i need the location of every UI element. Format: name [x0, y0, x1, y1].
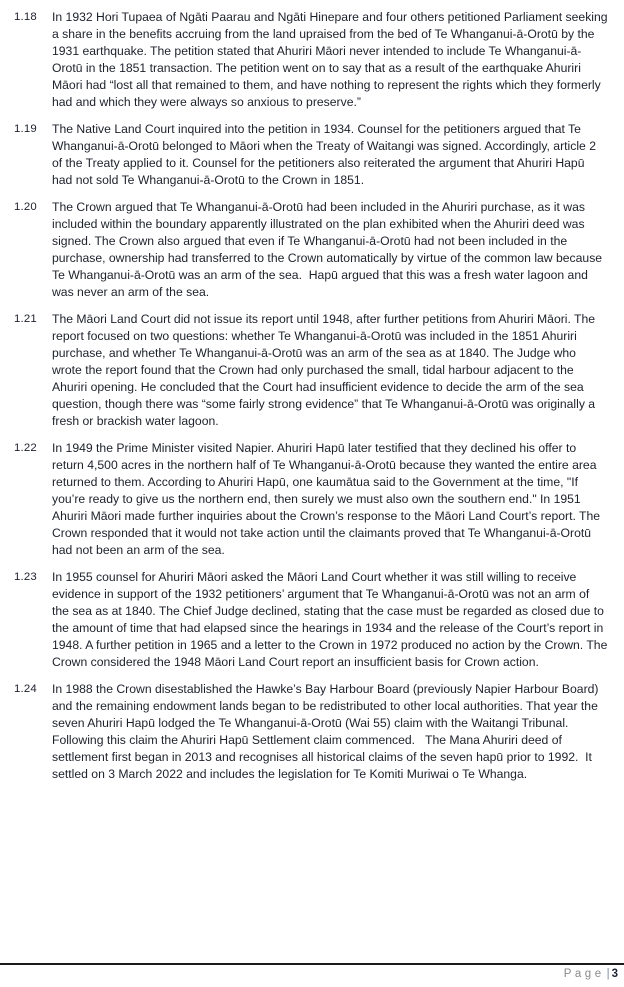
numbered-paragraph — [0, 569, 624, 671]
footer-pipe-separator: | — [606, 968, 610, 980]
paragraph-number: 1.20 — [14, 201, 37, 213]
paragraph-number: 1.22 — [14, 442, 37, 454]
paragraph-text: In 1949 the Prime Minister visited Napier. Ahuriri Hapū later testified that they declined his offer to return 4,500 acres in the northern half of Te Whanganui-ā-Orotū because they wanted the entire area returned to them. According to Ahuriri Hapū, one kaumātua said to the Government at the time, "If you’re ready to give us the northern end, then surely we must also own the southern end." In 1951 Ahuriri Māori made further inquiries about the Crown’s response to the Māori Land Court’s report. The Crown responded that it would not take action until the claimants proved that Te Whanganui-ā-Orotū had not been an arm of the sea. — [52, 441, 604, 557]
footer-page-label: Page — [563, 968, 605, 980]
footer-text — [0, 965, 624, 981]
paragraph-text: The Native Land Court inquired into the petition in 1934. Counsel for the petitioners argued that Te Whanganui-ā-Orotū belonged to Māori when the Treaty of Waitangi was signed. Accordingly, article 2 of the Treaty applied to it. Counsel for the petitioners also reiterated the argument that Ahuriri Hapū had not sold Te Whanganui-ā-Orotū to the Crown in 1851. — [52, 122, 600, 187]
paragraph-number: 1.19 — [14, 123, 37, 135]
paragraph-text: In 1955 counsel for Ahuriri Māori asked the Māori Land Court whether it was still willing to receive evidence in support of the 1932 petitioners’ argument that Te Whanganui-ā-Orotū was not an arm of the sea as at 1840. The Chief Judge declined, stating that the case must be regarded as closed due to the amount of time that had elapsed since the hearings in 1934 and the release of the Court’s report in 1948. A further petition in 1965 and a letter to the Crown in 1972 produced no action by the Crown. The Crown considered the 1948 Māori Land Court report an insufficient basis for Crown action. — [52, 570, 611, 669]
paragraph-number: 1.23 — [14, 571, 37, 583]
numbered-paragraph — [0, 311, 624, 430]
paragraph-number: 1.24 — [14, 683, 37, 695]
paragraph-text: In 1932 Hori Tupaea of Ngāti Paarau and Ngāti Hinepare and four others petitioned Parliament seeking a share in the benefits accruing from the land upraised from the bed of Te Whanganui-ā-Orotū by the 1931 earthquake. The petition stated that Ahuriri Māori never intended to include Te Whanganui-ā-Orotū in the 1851 transaction. The petition went on to say that as a result of the earthquake Ahuriri Māori had “lost all that remained to them, and have nothing to represent the rights which they formerly had and which they were always so anxious to preserve.” — [52, 10, 611, 109]
numbered-paragraph — [0, 199, 624, 301]
numbered-paragraph — [0, 121, 624, 189]
numbered-paragraph — [0, 440, 624, 559]
paragraph-text: The Māori Land Court did not issue its report until 1948, after further petitions from Ahuriri Māori. The report focused on two questions: whether Te Whanganui-ā-Orotū was included in the 1851 Ahuriri purchase, and whether Te Whanganui-ā-Orotū was an arm of the sea as at 1840. The Judge who wrote the report found that the Crown had only purchased the small, tidal harbour adjacent to the Ahuriri opening. He concluded that the Court had insufficient evidence to decide the arm of the sea question, though there was “some fairly strong evidence” that Te Whanganui-ā-Orotū was originally a fresh or brackish water lagoon. — [52, 312, 599, 428]
paragraph-number: 1.21 — [14, 313, 37, 325]
numbered-paragraph — [0, 681, 624, 783]
numbered-paragraph — [0, 9, 624, 111]
page-footer — [0, 963, 624, 981]
paragraph-number: 1.18 — [14, 11, 37, 23]
footer-page-number: 3 — [611, 968, 618, 980]
paragraph-text: The Crown argued that Te Whanganui-ā-Orotū had been included in the Ahuriri purchase, as it was included within the boundary apparently illustrated on the plan exhibited when the Ahuriri deed was signed. The Crown also argued that even if Te Whanganui-ā-Orotū had not been included in the purchase, ownership had transferred to the Crown automatically by virtue of the common law because Te Whanganui-ā-Orotū was an arm of the sea. Hapū argued that this was a fresh water lagoon and was never an arm of the sea. — [52, 200, 606, 299]
paragraph-text: In 1988 the Crown disestablished the Hawke’s Bay Harbour Board (previously Napier Harbour Board) and the remaining endowment lands began to be redistributed to other local authorities. That year the seven Ahuriri Hapū lodged the Te Whanganui-ā-Orotū (Wai 55) claim with the Waitangi Tribunal. Following this claim the Ahuriri Hapū Settlement claim commenced. The Mana Ahuriri deed of settlement first began in 2013 and recognises all historical claims of the seven hapū prior to 1992. It settled on 3 March 2022 and includes the legislation for Te Komiti Muriwai o Te Whanga. — [52, 682, 602, 781]
